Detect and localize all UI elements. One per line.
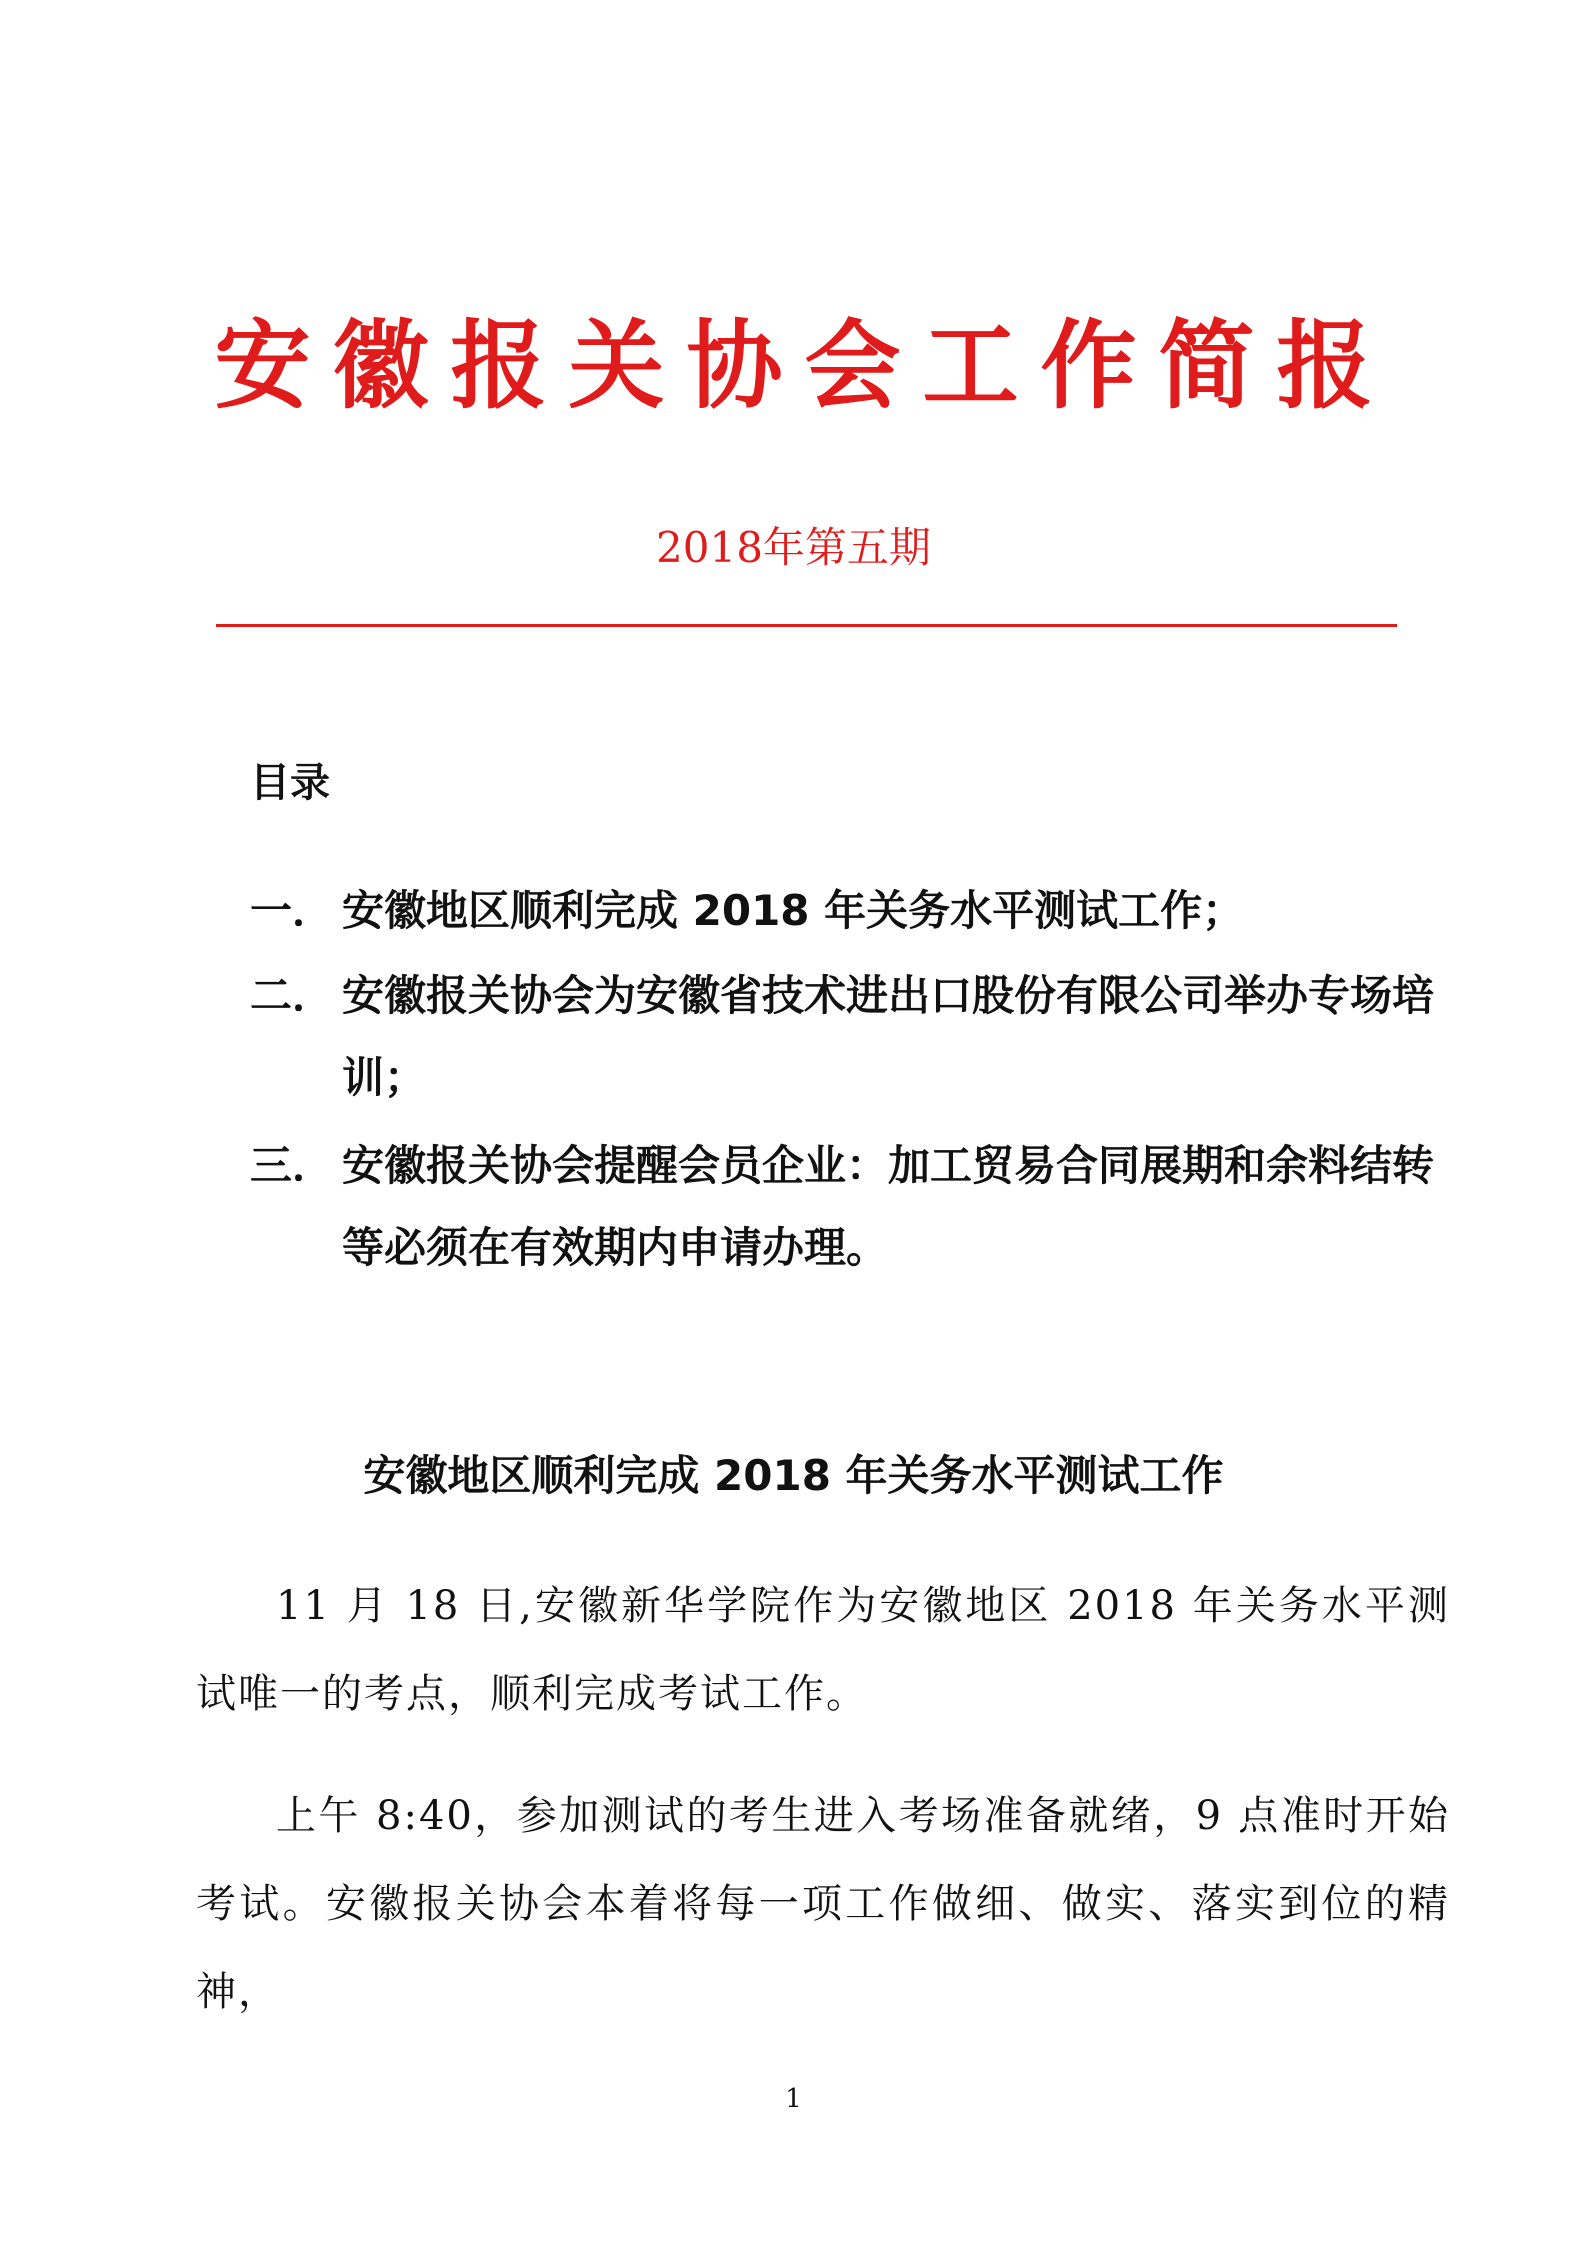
toc-item-1 [250,870,1450,952]
article-title: 安徽地区顺利完成 2018 年关务水平测试工作 [363,1451,1224,1500]
toc-heading: 目录 [250,760,330,806]
newsletter-title: 安徽报关协会工作简报 [214,310,1395,422]
toc-item-text: 安徽报关协会为安徽省技术进出口股份有限公司举办专场培训； [342,971,1435,1102]
article-paragraph-2: 上午 8:40，参加测试的考生进入考场准备就绪，9 点准时开始考试。安徽报关协会本着将每一项工作做细、做实、落实到位的精神， [196,1793,1450,2015]
toc-item-text: 安徽地区顺利完成 2018 年关务水平测试工作； [342,886,1245,935]
toc-item-number: 二． [250,971,335,1020]
masthead-divider [216,624,1397,627]
issue-label: 2018年第五期 [656,523,931,572]
toc-item-number: 三． [250,1141,335,1190]
page-number: 1 [785,2084,802,2114]
toc-item-text: 安徽报关协会提醒会员企业：加工贸易合同展期和余料结转等必须在有效期内申请办理。 [342,1141,1435,1272]
toc-item-number: 一． [250,886,335,935]
toc-item-2 [250,955,1450,1119]
toc-item-3 [250,1125,1450,1289]
article-paragraph-1: 11 月 18 日,安徽新华学院作为安徽地区 2018 年关务水平测试唯一的考点，顺利完成考试工作。 [196,1583,1450,1717]
